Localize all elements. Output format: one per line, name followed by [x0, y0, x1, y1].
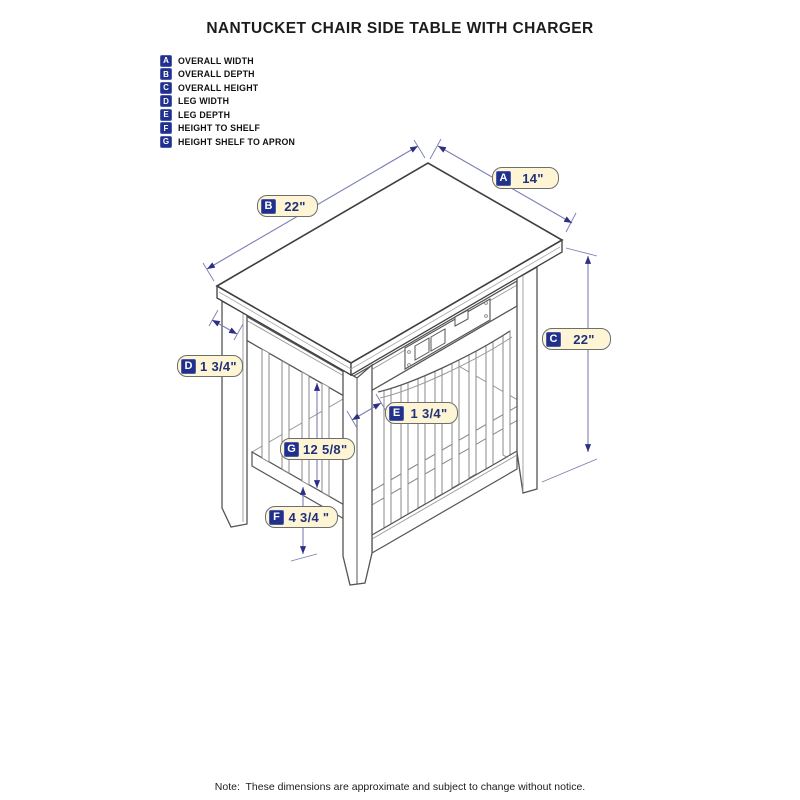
- dimension-pill-e: [385, 402, 458, 424]
- dimension-letter-badge: G: [284, 442, 299, 457]
- dimension-letter-badge: C: [546, 332, 561, 347]
- dimension-letter-badge: C: [160, 82, 172, 94]
- dimension-pill-d: [177, 355, 243, 377]
- dimension-letter-badge: F: [160, 122, 172, 134]
- dimension-letter-badge: E: [160, 109, 172, 121]
- dimension-letter-badge: D: [160, 95, 172, 107]
- dimension-value: 12 5/8": [303, 441, 348, 457]
- legend-item-label: LEG WIDTH: [178, 96, 230, 106]
- legend-item-label: HEIGHT TO SHELF: [178, 123, 261, 133]
- dimension-pill-f: [265, 506, 338, 528]
- dimension-letter-badge: F: [269, 510, 284, 525]
- dimension-letter-badge: A: [160, 55, 172, 67]
- legend-item-label: HEIGHT SHELF TO APRON: [178, 136, 296, 147]
- legend-item-label: LEG DEPTH: [178, 109, 231, 120]
- dimension-letter-badge: A: [496, 171, 511, 186]
- dimension-letter-badge: G: [160, 136, 172, 148]
- page-title: NANTUCKET CHAIR SIDE TABLE WITH CHARGER: [206, 20, 594, 37]
- dimension-letter-badge: B: [261, 199, 276, 214]
- dimension-letter-badge: D: [181, 359, 196, 374]
- legend-item-label: OVERALL WIDTH: [178, 55, 254, 66]
- dimension-value: 1 3/4": [410, 405, 448, 421]
- dimension-value: 22": [284, 198, 306, 214]
- dimension-value: 4 3/4 ": [288, 509, 330, 525]
- note-text: Note: These dimensions are approximate and subject to change without notice.: [214, 781, 586, 793]
- legend-item-label: OVERALL DEPTH: [178, 69, 255, 79]
- dimension-pill-a: [492, 167, 559, 189]
- dimension-value: 22": [573, 331, 595, 347]
- dimension-pill-b: [257, 195, 318, 217]
- dimension-pill-g: [280, 438, 355, 460]
- dimension-letter-badge: E: [389, 406, 404, 421]
- dimension-value: 14": [522, 170, 544, 186]
- dimension-value: 1 3/4": [200, 358, 237, 374]
- legend-item-label: OVERALL HEIGHT: [178, 82, 259, 93]
- dimension-pill-c: [542, 328, 611, 350]
- dimension-letter-badge: B: [160, 68, 172, 80]
